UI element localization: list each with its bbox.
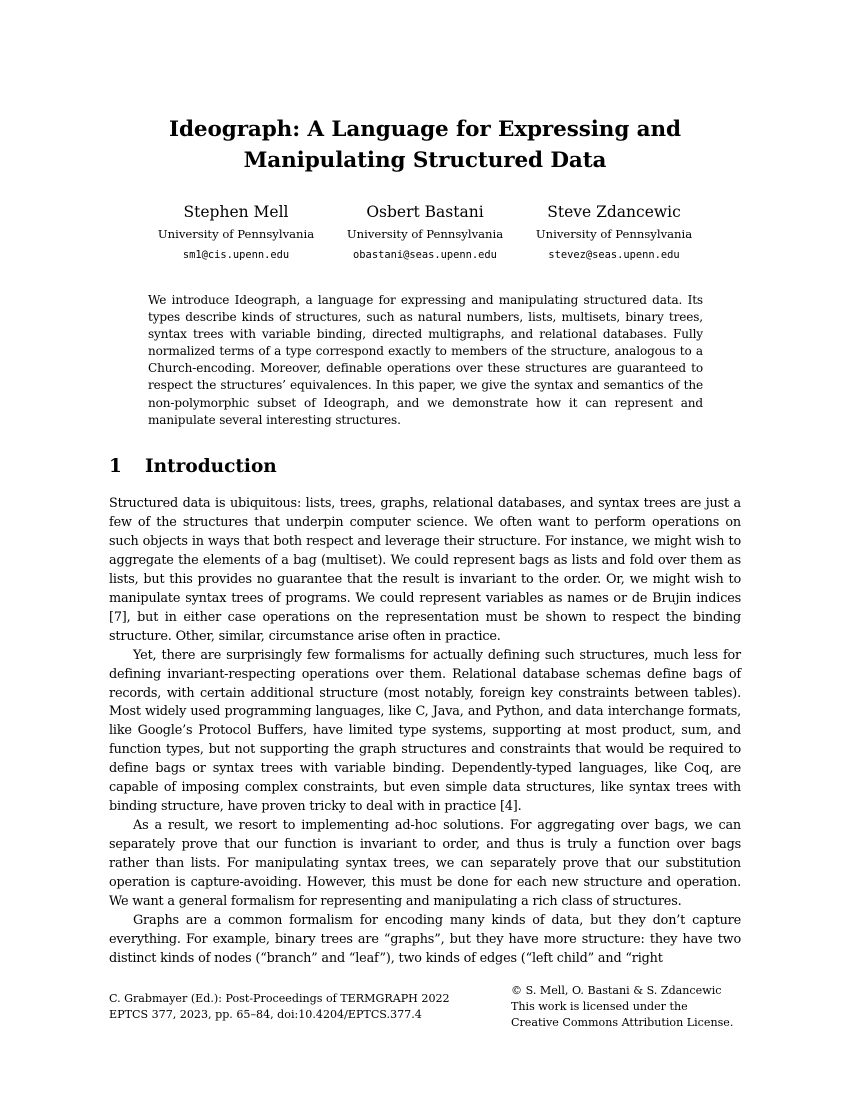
section-title: Introduction bbox=[145, 456, 277, 477]
footer-proceedings: C. Grabmayer (Ed.): Post-Proceedings of TERMGRAPH 2022 bbox=[109, 992, 450, 1005]
author-block bbox=[0, 200, 850, 270]
footer-license-name: Creative Commons Attribution License. bbox=[511, 1016, 734, 1029]
title-line-1: Ideograph: A Language for Expressing and bbox=[169, 117, 681, 142]
author-osbert-bastani bbox=[325, 200, 525, 266]
paper-title bbox=[0, 114, 850, 176]
footer-license bbox=[511, 983, 733, 1031]
paragraph: Structured data is ubiquitous: lists, trees, graphs, relational databases, and syntax trees are just a few of the structures that underpin computer science. We often want to perform operations on such objects in ways that both respect and leverage their structure. For instance, we might wish to aggregate the elements of a bag (multiset). We could represent bags as lists and fold over them as lists, but this provides no guarantee that the result is invariant to the order. Or, we might wish to manipulate syntax trees of programs. We could represent variables as names or de Brujin indices [7], but in either case operations on the representation must be shown to respect the binding structure. Other, similar, circumstance arise often in practice. bbox=[109, 496, 741, 644]
section-number: 1 bbox=[109, 456, 122, 477]
author-email: sm1@cis.upenn.edu bbox=[182, 249, 290, 261]
footer-citation bbox=[109, 991, 450, 1023]
title-line-2: Manipulating Structured Data bbox=[243, 148, 607, 173]
author-stephen-mell bbox=[136, 200, 336, 266]
section-heading bbox=[109, 455, 277, 479]
section-body bbox=[109, 495, 741, 969]
author-steve-zdancewic bbox=[514, 200, 714, 266]
paragraph: As a result, we resort to implementing ad-hoc solutions. For aggregating over bags, we can separately prove that our function is invariant to order, and thus is truly a function over bags rather than lists. For manipulating syntax trees, we can separately prove that our substitution operation is capture-avoiding. However, this must be done for each new structure and operation. We want a general formalism for representing and manipulating a rich class of structures. bbox=[109, 818, 741, 910]
paragraph: Yet, there are surprisingly few formalisms for actually defining such structures, much less for defining invariant-respecting operations over them. Relational database schemas define bags of records, with certain additional structure (most notably, foreign key constraints between tables). Most widely used programming languages, like C, Java, and Python, and data interchange formats, like Google’s Protocol Buffers, have limited type systems, supporting at most product, sum, and function types, but not supporting the graph structures and constraints that would be required to define bags or syntax trees with variable binding. Dependently-typed languages, like Coq, are capable of imposing complex constraints, but even simple data structures, like syntax trees with binding structure, have proven tricky to deal with in practice [4]. bbox=[109, 647, 741, 815]
author-name: Osbert Bastani bbox=[366, 203, 484, 221]
author-email: stevez@seas.upenn.edu bbox=[548, 249, 680, 261]
footer-copyright: © S. Mell, O. Bastani & S. Zdancewic bbox=[511, 984, 722, 997]
author-affiliation: University of Pennsylvania bbox=[535, 227, 693, 241]
footer-license-text: This work is licensed under the bbox=[511, 1000, 688, 1013]
paragraph: Graphs are a common formalism for encoding many kinds of data, but they don’t capture everything. For example, binary trees are “graphs”, but they have more structure: they have two distinct kinds of nodes (“branch” and “leaf”), two kinds of edges (“left child” and “right bbox=[109, 912, 741, 966]
author-affiliation: University of Pennsylvania bbox=[346, 227, 504, 241]
author-affiliation: University of Pennsylvania bbox=[157, 227, 315, 241]
author-name: Steve Zdancewic bbox=[547, 203, 681, 221]
abstract: We introduce Ideograph, a language for expressing and manipulating structured data. Its types describe kinds of structures, such as natural numbers, lists, multisets, binary trees, syntax trees with variable binding, directed multigraphs, and relational databases. Fully normalized terms of a type correspond exactly to members of the structure, analogous to a Church-encoding. Moreover, definable operations over these structures are guaranteed to respect the structures’ equivalences. In this paper, we give the syntax and semantics of the non-polymorphic subset of Ideograph, and we demonstrate how it can represent and manipulate several interesting structures. bbox=[148, 293, 703, 427]
author-name: Stephen Mell bbox=[183, 203, 289, 221]
author-email: obastani@seas.upenn.edu bbox=[353, 249, 497, 261]
footer-doi: EPTCS 377, 2023, pp. 65–84, doi:10.4204/EPTCS.377.4 bbox=[109, 1008, 422, 1021]
